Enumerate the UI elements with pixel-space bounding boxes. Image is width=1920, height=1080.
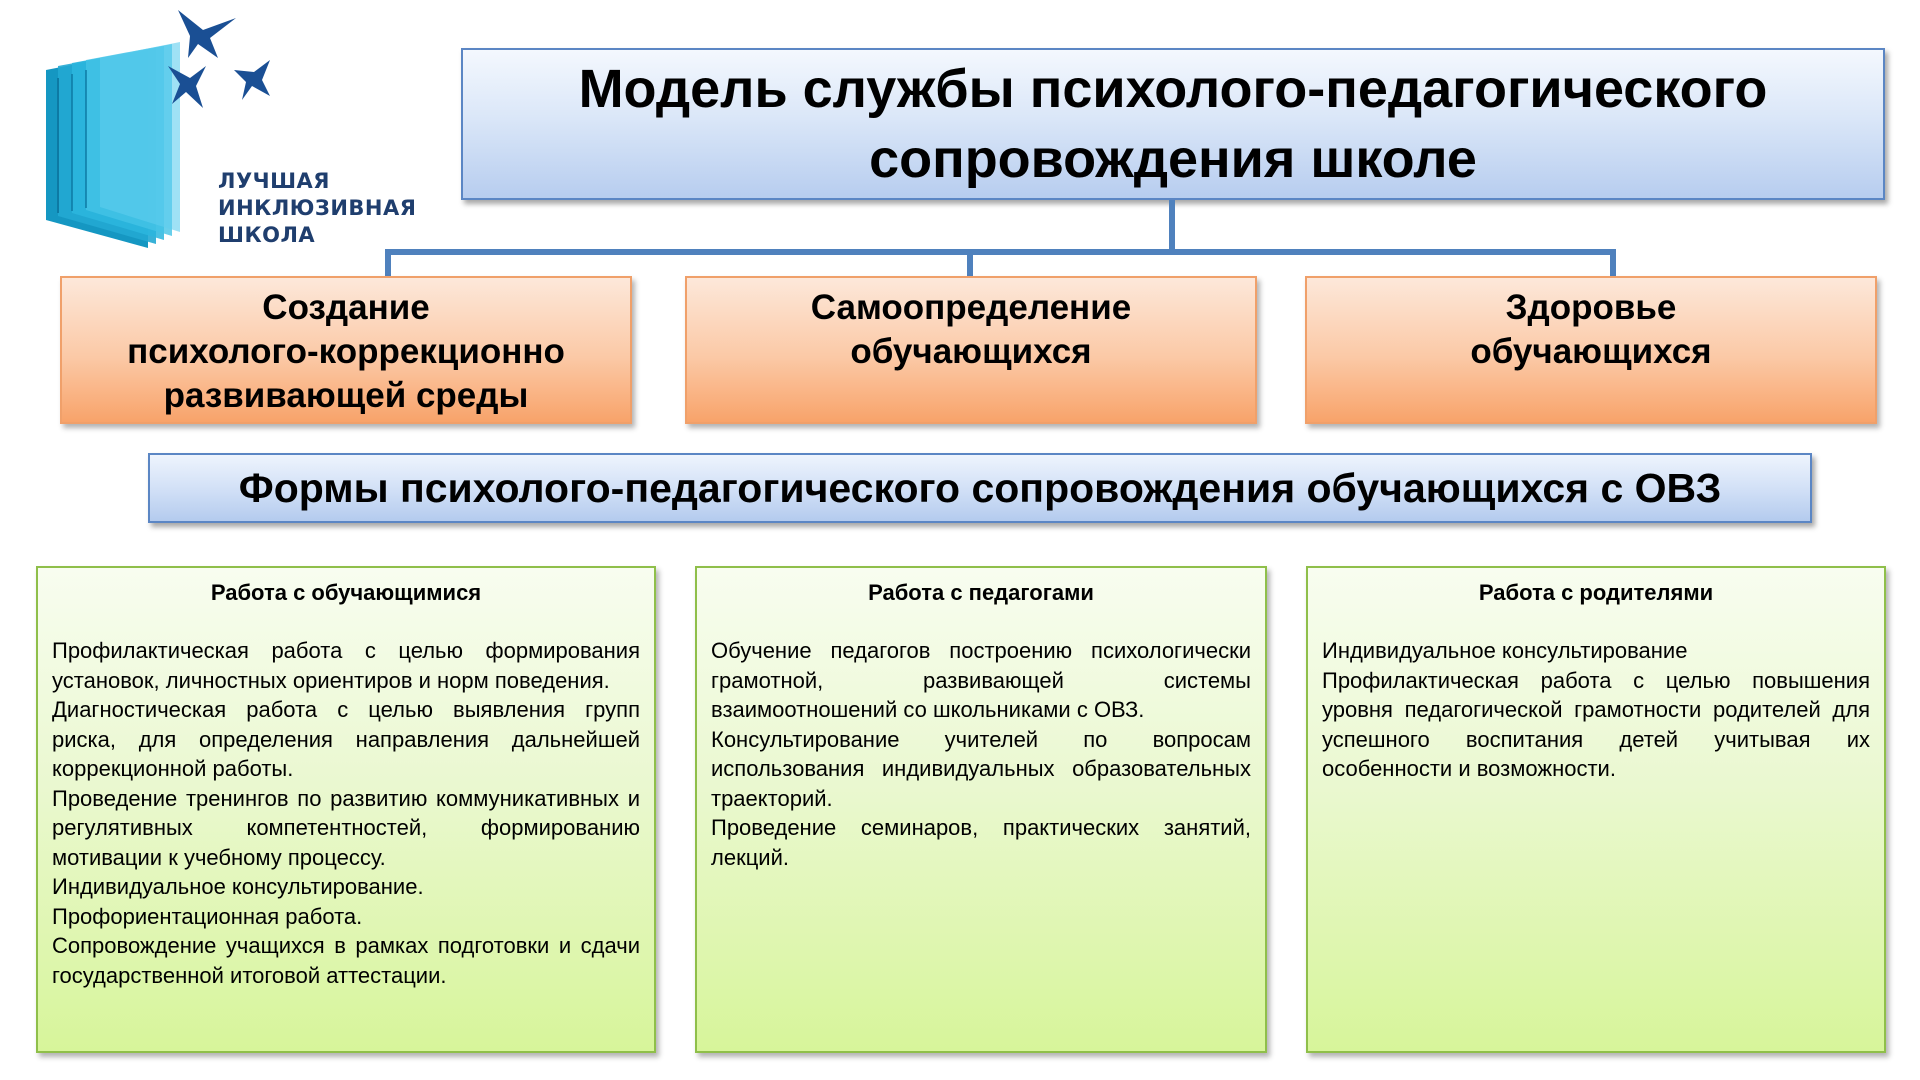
- logo-text: [218, 168, 438, 249]
- work-area-item: Профилактическая работа с целью формирования установок, личностных ориентиров и норм поведения.: [52, 638, 640, 693]
- logo-line: ЛУЧШАЯ: [218, 169, 330, 193]
- work-area-teachers: [695, 566, 1267, 1053]
- direction-line: Самоопределение: [810, 288, 1132, 327]
- direction-box-health: [1305, 276, 1877, 424]
- work-area-item: Профориентационная работа.: [52, 903, 363, 929]
- logo-line: ИНКЛЮЗИВНАЯ: [218, 196, 417, 220]
- direction-line: психолого-коррекционно: [127, 332, 565, 371]
- work-area-title: Работа с родителями: [1478, 580, 1714, 605]
- work-area-item: Консультирование учителей по вопросам использования индивидуальных образовательных траекторий.: [711, 726, 1251, 811]
- work-area-parents: [1306, 566, 1886, 1053]
- direction-line: Создание: [262, 288, 430, 327]
- work-area-item: Проведение семинаров, практических занятий, лекций.: [711, 815, 1251, 870]
- work-area-students: [36, 566, 656, 1053]
- direction-line: Здоровье: [1505, 288, 1677, 327]
- direction-line: развивающей среды: [163, 376, 529, 415]
- forms-banner: Формы психолого-педагогического сопровождения обучающихся с ОВЗ: [148, 453, 1812, 523]
- work-area-title: Работа с педагогами: [868, 580, 1094, 605]
- direction-box-self-determination: [685, 276, 1257, 424]
- direction-box-environment: [60, 276, 632, 424]
- logo-line: ШКОЛА: [218, 223, 316, 247]
- main-title: Модель службы психолого-педагогического сопровождения школе: [461, 48, 1885, 200]
- work-area-item: Профилактическая работа с целью повышения уровня педагогической грамотности родителей для успешного воспитания детей учитывая их особенности и возможности.: [1322, 667, 1870, 781]
- work-area-title: Работа с обучающимися: [210, 580, 482, 605]
- work-area-item: Диагностическая работа с целью выявления групп риска, для определения направления дальнейшей коррекционной работы.: [52, 697, 640, 781]
- work-area-item: Проведение тренингов по развитию коммуникативных и регулятивных компетентностей, формированию мотивации к учебному процессу.: [52, 785, 640, 870]
- logo: [38, 8, 418, 253]
- work-area-item: Сопровождение учащихся в рамках подготовки и сдачи государственной итоговой аттестации.: [52, 933, 640, 988]
- work-area-item: Индивидуальное консультирование: [1322, 638, 1688, 663]
- work-area-item: Индивидуальное консультирование.: [52, 874, 424, 899]
- direction-line: обучающихся: [1470, 332, 1712, 371]
- work-area-item: Обучение педагогов построению психологически грамотной, развивающей системы взаимоотношений со школьниками с ОВЗ.: [711, 638, 1251, 722]
- direction-line: обучающихся: [850, 332, 1092, 371]
